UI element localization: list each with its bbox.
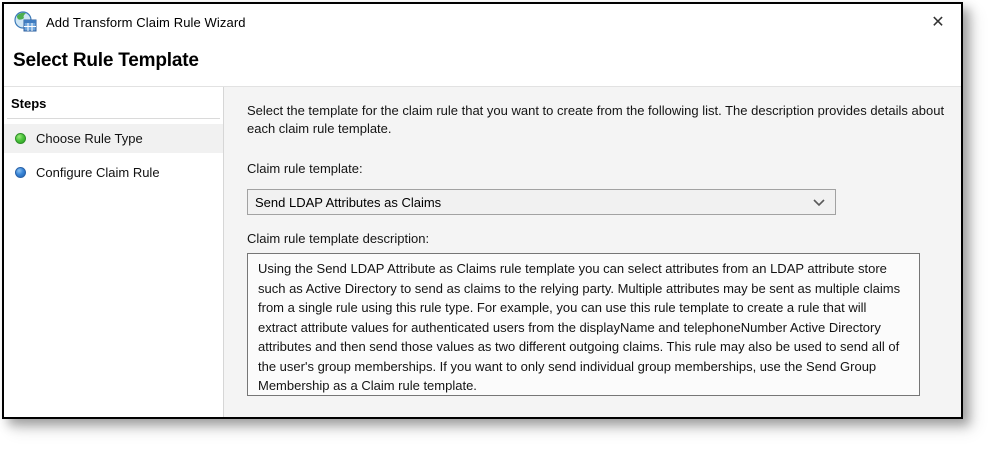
step-status-current-icon [15,133,26,144]
window-title: Add Transform Claim Rule Wizard [46,14,246,30]
close-button[interactable] [921,8,955,36]
main-panel [224,87,961,417]
steps-divider [7,118,220,119]
step-status-upcoming-icon [15,167,26,178]
claim-rule-template-dropdown[interactable] [247,189,836,215]
titlebar [4,4,961,40]
dropdown-selected-value: Send LDAP Attributes as Claims [255,194,442,210]
steps-header: Steps [11,96,47,111]
close-icon: ✕ [931,14,945,31]
description-box [247,253,920,396]
intro-text: Select the template for the claim rule that you want to create from the following list. The description provides details about each claim rule template. [247,103,945,136]
description-text: Using the Send LDAP Attribute as Claims rule template you can select attributes from an LDAP attribute store such as Active Directory to send as claims to the relying party. Multiple attributes may be sent as multiple claims from a single rule using this rule type. For example, you can use this rule template to create a rule that will extract attribute values for authenticated users from the displayName and telephoneNumber Active Directory attributes and then send those values as two different outgoing claims. This rule may also be used to send all of the user's group memberships. If you want to only send individual group memberships, use the Send Group Membership as a Claim rule template. [258,261,901,393]
add-transform-claim-rule-wizard-dialog [2,2,963,419]
claim-rule-template-description-label: Claim rule template description: [247,231,430,246]
step-label: Configure Claim Rule [36,165,160,180]
page-title: Select Rule Template [13,50,199,71]
dialog-body [4,86,961,417]
claim-rule-template-label: Claim rule template: [247,161,363,176]
adfs-wizard-icon [14,11,38,33]
step-label: Choose Rule Type [36,131,143,146]
steps-sidebar [4,87,224,417]
step-item-choose-rule-type[interactable] [4,124,223,153]
chevron-down-icon [811,194,827,210]
step-item-configure-claim-rule[interactable] [4,158,223,187]
